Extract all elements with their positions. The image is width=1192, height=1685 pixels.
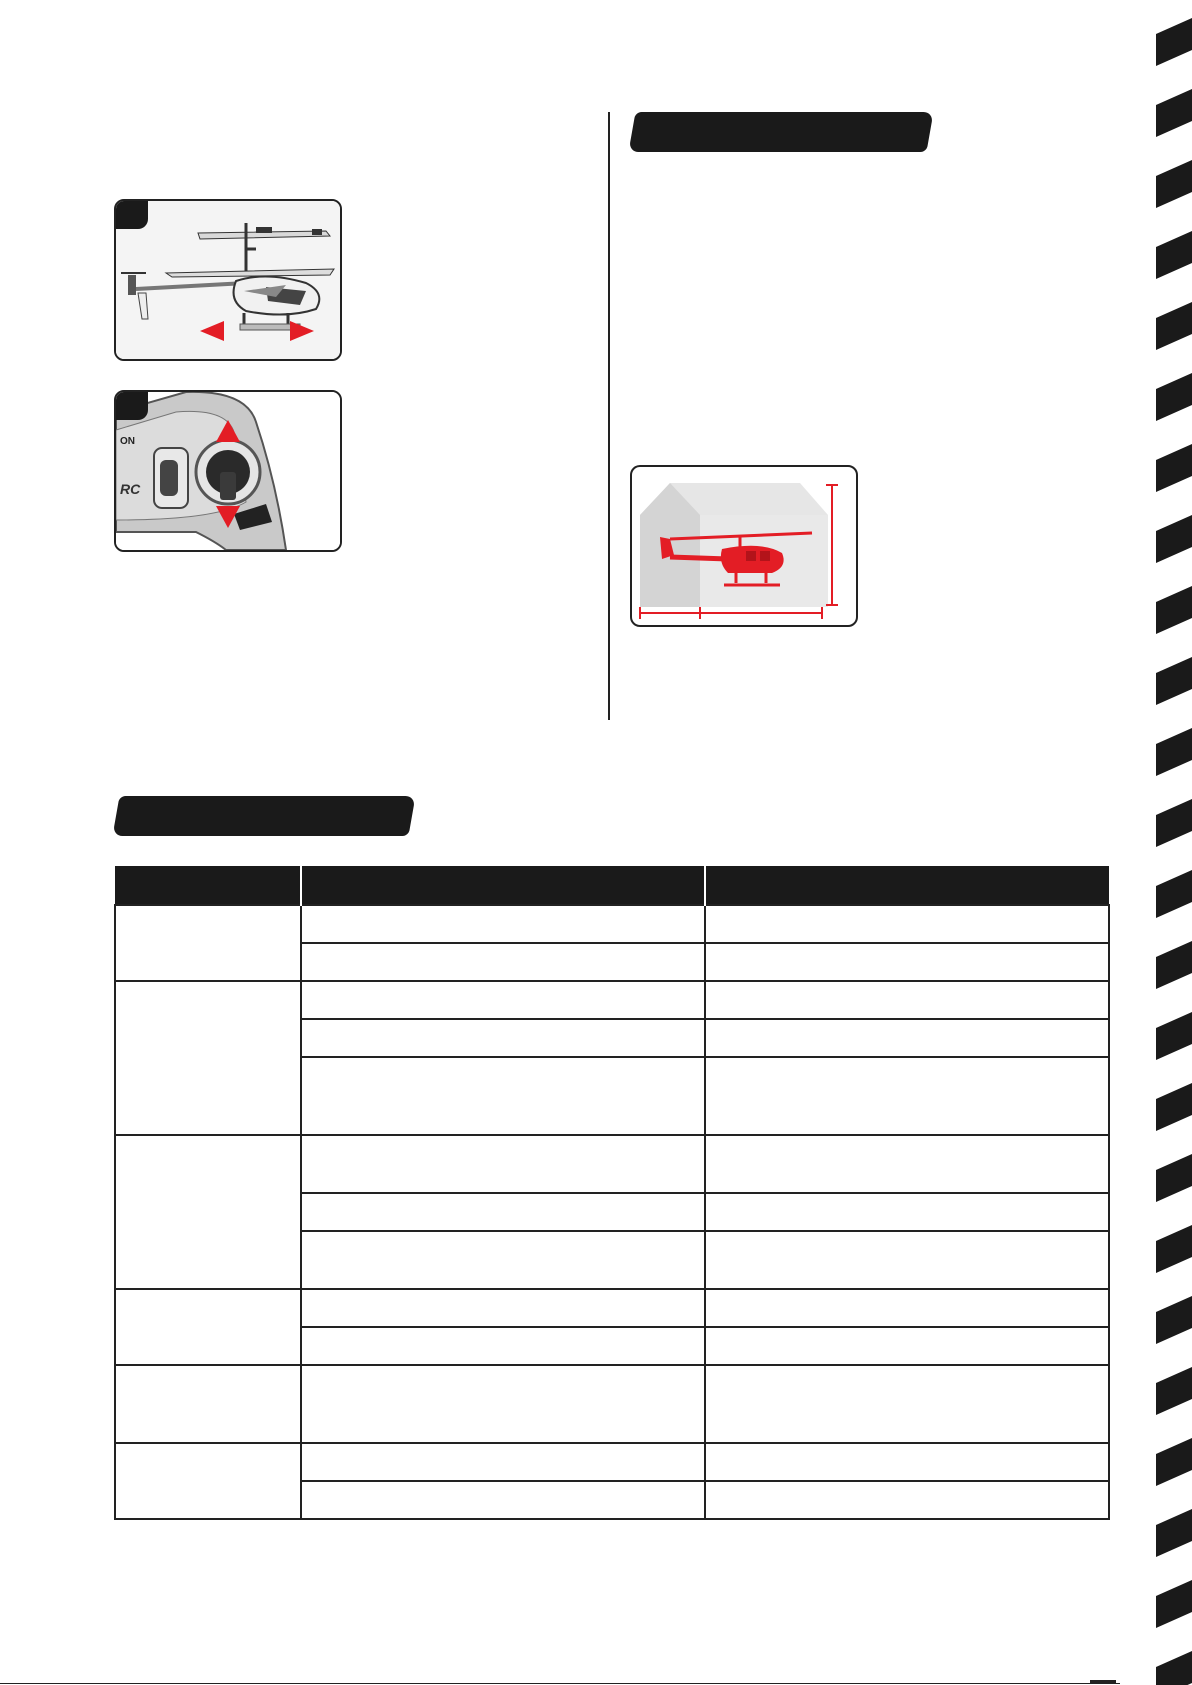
solution-cell <box>705 1193 1109 1231</box>
hazard-stripe <box>1156 1367 1192 1415</box>
table-row <box>115 1443 1109 1481</box>
hazard-stripe <box>1156 1651 1192 1685</box>
hazard-stripe <box>1156 657 1192 705</box>
hazard-stripe <box>1156 1438 1192 1486</box>
hazard-stripe <box>1156 728 1192 776</box>
brand-label: RC <box>120 481 141 497</box>
cause-cell <box>301 943 705 981</box>
solution-column-header <box>705 866 1109 905</box>
figure-number-tab <box>116 392 148 420</box>
cause-cell <box>301 1135 705 1193</box>
problem-cell <box>115 1443 301 1519</box>
solution-cell <box>705 1057 1109 1135</box>
hazard-stripe <box>1156 444 1192 492</box>
page-bottom-rule <box>0 1683 1120 1684</box>
figure-number-tab <box>116 201 148 229</box>
problem-cell <box>115 905 301 981</box>
cause-cell <box>301 1443 705 1481</box>
hazard-stripe <box>1156 799 1192 847</box>
problem-cell <box>115 1135 301 1289</box>
cause-cell <box>301 1327 705 1365</box>
solution-cell <box>705 1365 1109 1443</box>
solution-cell <box>705 1289 1109 1327</box>
hazard-stripe <box>1156 231 1192 279</box>
troubleshooting-table <box>114 866 1110 1520</box>
cause-cell <box>301 1193 705 1231</box>
table-row <box>115 981 1109 1019</box>
flight-space-illustration <box>632 467 856 625</box>
solution-cell <box>705 905 1109 943</box>
hazard-stripe <box>1156 1580 1192 1628</box>
solution-cell <box>705 1231 1109 1289</box>
cause-cell <box>301 1231 705 1289</box>
solution-cell <box>705 981 1109 1019</box>
flight-area-header <box>628 112 933 152</box>
cause-cell <box>301 1019 705 1057</box>
cause-cell <box>301 1289 705 1327</box>
hazard-stripe <box>1156 515 1192 563</box>
table-body <box>115 905 1109 1519</box>
cause-cell <box>301 905 705 943</box>
solution-cell <box>705 1443 1109 1481</box>
cause-cell <box>301 1365 705 1443</box>
solution-cell <box>705 1019 1109 1057</box>
page-bottom-mark <box>1090 1680 1116 1684</box>
hazard-stripe <box>1156 1012 1192 1060</box>
troubleshooting-header <box>112 796 415 836</box>
helicopter-trim-figure <box>114 199 342 361</box>
solution-cell <box>705 943 1109 981</box>
solution-cell <box>705 1327 1109 1365</box>
hazard-stripe <box>1156 89 1192 137</box>
hazard-stripe <box>1156 302 1192 350</box>
table-row <box>115 1289 1109 1327</box>
hazard-stripe-border <box>1150 0 1192 1685</box>
problem-cell <box>115 1365 301 1443</box>
remote-illustration <box>116 392 340 550</box>
hazard-stripe <box>1156 373 1192 421</box>
hazard-stripe <box>1156 586 1192 634</box>
solution-cell <box>705 1135 1109 1193</box>
hazard-stripe <box>1156 1296 1192 1344</box>
hazard-stripe <box>1156 18 1192 66</box>
table-header-row <box>115 866 1109 905</box>
cause-column-header <box>301 866 705 905</box>
hazard-stripe <box>1156 1509 1192 1557</box>
hazard-stripe <box>1156 870 1192 918</box>
cause-cell <box>301 1057 705 1135</box>
problem-cell <box>115 1289 301 1365</box>
helicopter-illustration <box>116 201 340 359</box>
remote-trim-figure <box>114 390 342 552</box>
table-row <box>115 1135 1109 1193</box>
power-on-label: ON <box>120 436 135 447</box>
hazard-stripe <box>1156 1154 1192 1202</box>
problem-cell <box>115 981 301 1135</box>
hazard-stripe <box>1156 1083 1192 1131</box>
flight-space-figure <box>630 465 858 627</box>
hazard-stripe <box>1156 160 1192 208</box>
hazard-stripe <box>1156 941 1192 989</box>
table-row <box>115 1365 1109 1443</box>
table-row <box>115 905 1109 943</box>
hazard-stripe <box>1156 1225 1192 1273</box>
cause-cell <box>301 1481 705 1519</box>
problem-column-header <box>115 866 301 905</box>
solution-cell <box>705 1481 1109 1519</box>
column-divider <box>608 112 610 720</box>
cause-cell <box>301 981 705 1019</box>
